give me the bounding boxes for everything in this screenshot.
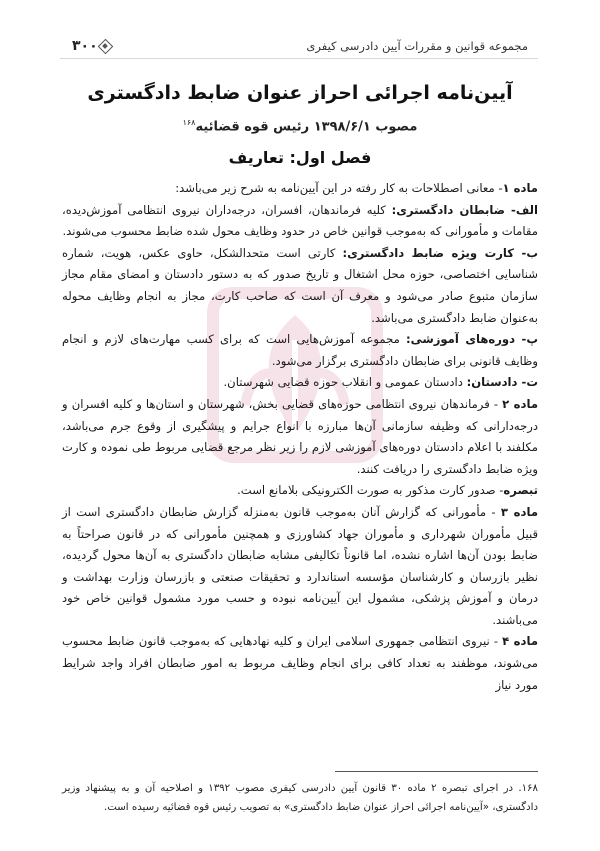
book-title: مجموعه قوانین و مقررات آیین دادرسی کیفری	[306, 39, 528, 53]
paragraph-label: ماده ۲	[502, 396, 538, 411]
article-paragraph	[62, 394, 538, 480]
footnote-number: ۱۶۸.	[518, 783, 538, 794]
article-paragraph	[62, 200, 538, 243]
article-paragraph	[62, 243, 538, 329]
article-paragraph	[62, 480, 538, 502]
article-paragraph	[62, 372, 538, 394]
paragraph-text: کارتی است متحدالشکل، حاوی عکس، هویت، شماره شناسایی اختصاصی، حوزه محل اشتغال و تاریخ صدور که به دستور دادستان و امضای مقام مجاز سازمان متبوع صادر می‌شود و معرف آن است که صاحب کارت، مجاز به انجام وظایف محوله به‌عنوان ضابط دادگستری می‌باشد.	[62, 245, 538, 325]
article-paragraph	[62, 631, 538, 696]
paragraph-label: ماده ۳	[500, 504, 538, 519]
article-paragraph	[62, 178, 538, 200]
approval-text: مصوب ۱۳۹۸/۶/۱ رئیس قوه قضائیه	[195, 119, 418, 135]
article-paragraph	[62, 329, 538, 372]
paragraph-label: ت- دادستان:	[466, 375, 538, 390]
page-number: ۳۰۰	[72, 38, 98, 54]
paragraph-label: ماده ۴	[502, 634, 538, 649]
approval-line	[40, 118, 560, 134]
footnote	[62, 779, 538, 817]
footnote-ref: ۱۶۸	[182, 118, 196, 127]
paragraph-text: کلیه فرماندهان، افسران، درجه‌داران نیروی انتظامی آموزش‌دیده، مقامات و مأمورانی که به‌موجب قوانین خاص در حدود وظایف محول شده ضابط محسوب می‌شوند.	[62, 202, 538, 239]
paragraph-label: تبصره	[503, 483, 538, 498]
paragraph-text: - مأمورانی که گزارش آنان به‌موجب قانون به‌منزله گزارش ضابطان دادگستری است از قبیل مأموران شهرداری و مأموران جهاد کشاورزی و همچنین مأمورانی که در قانون صراحتاً به ضابط بودن آن‌ها اشاره نشده، اما قانوناً تکالیفی مشابه ضابطان دادگستری به آن‌ها محول گردیده، نظیر بازرسان و کارشناسان مؤسسه استاندارد و تحقیقات صنعتی و بازرسان وزارت بهداشت و درمان و آموزش پزشکی، مشمول این آیین‌نامه نبوده و حسب مورد مشمول قوانین خاص خود می‌باشند.	[62, 504, 538, 627]
regulation-title: آیین‌نامه اجرائی احراز عنوان ضابط دادگستری	[87, 82, 513, 104]
paragraph-text: - فرماندهان نیروی انتظامی حوزه‌های قضایی بخش، شهرستان و استان‌ها و کلیه افسران و درجه‌دارانی که وظیفه سازمانی آن‌ها مبارزه با انواع جرایم و پیشگیری از وقوع جرم می‌باشد، مکلفند با اعلام دادستان دوره‌های آموزشی لازم را زیر نظر مرجع قضایی مربوط طی نموده و کارت ویژه ضابط دادگستری را دریافت کنند.	[62, 396, 538, 476]
running-header	[60, 34, 538, 59]
paragraph-label: پ- دوره‌های آموزشی:	[405, 332, 538, 347]
paragraph-text: - صدور کارت مذکور به صورت الکترونیکی بلامانع است.	[237, 483, 504, 498]
diamond-icon	[98, 39, 112, 53]
paragraph-text: - نیروی انتظامی جمهوری اسلامی ایران و کلیه نهادهایی که به‌موجب قانون ضابط محسوب می‌شوند، موظفند به تعداد کافی برای انجام وظایف مربوط به امور ضابطان افراد واجد شرایط مورد نیاز	[62, 634, 538, 692]
paragraph-text: دادستان عمومی و انقلاب حوزه قضایی شهرستان.	[223, 375, 467, 390]
paragraph-label: الف- ضابطان دادگستری:	[391, 202, 539, 217]
chapter-heading: فصل اول: تعاریف	[228, 148, 372, 167]
footnote-text: در اجرای تبصره ۲ ماده ۳۰ قانون آیین دادرسی کیفری مصوب ۱۳۹۲ و اصلاحیه آن و به پیشنهاد وزیر دادگستری، «آیین‌نامه اجرائی احراز عنوان ضابط دادگستری» به تصویب رئیس قوه قضائیه رسیده است.	[62, 783, 538, 813]
paragraph-text: - معانی اصطلاحات به کار رفته در این آیین‌نامه به شرح زیر می‌باشد:	[175, 181, 503, 195]
paragraph-label: ماده ۱	[502, 181, 538, 195]
article-paragraph	[62, 502, 538, 632]
footnote-divider	[335, 771, 538, 772]
article-body	[62, 178, 538, 696]
paragraph-label: ب- کارت ویژه ضابط دادگستری:	[342, 245, 538, 260]
paragraph-text: مجموعه آموزش‌هایی است که برای کسب مهارت‌های لازم و انجام وظایف قانونی برای ضابطان دادگستری برگزار می‌شود.	[62, 332, 538, 368]
